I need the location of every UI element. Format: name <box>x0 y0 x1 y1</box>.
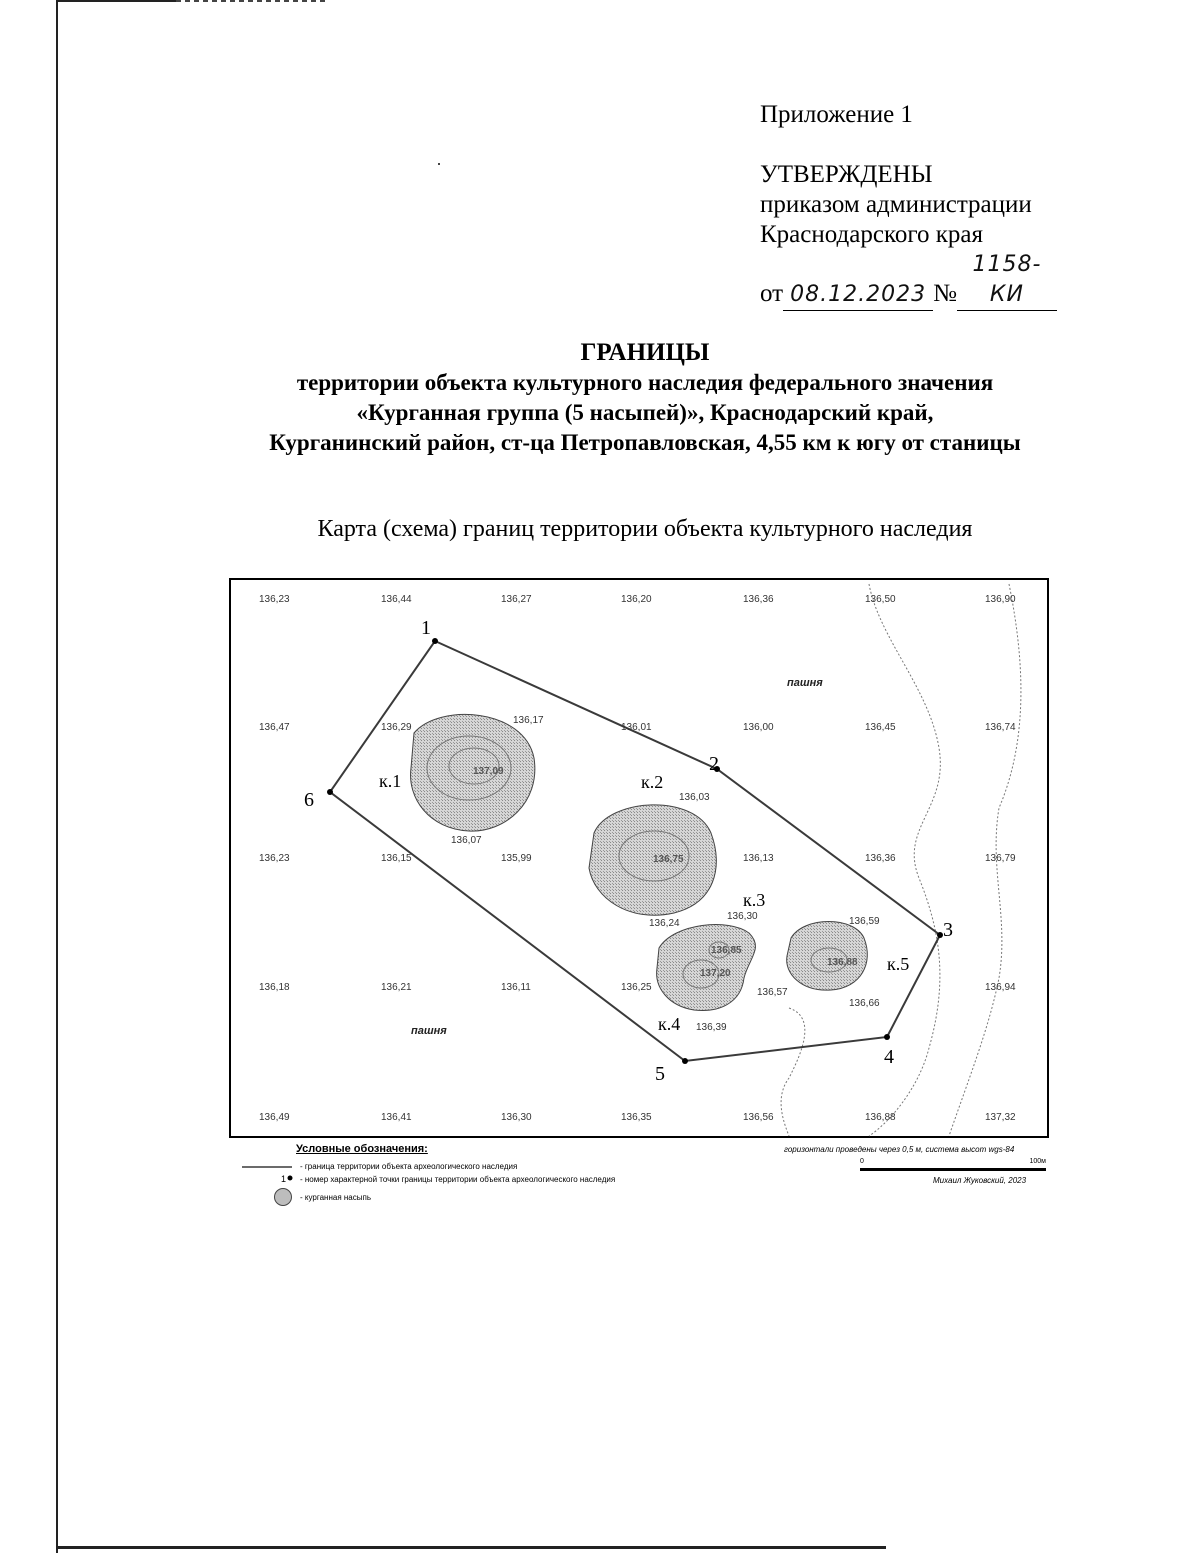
elev: 136,88 <box>865 1112 896 1123</box>
elev: 135,99 <box>501 853 532 864</box>
elev: 136,94 <box>985 982 1016 993</box>
elev: 136,03 <box>679 792 710 803</box>
vertex-5 <box>682 1058 688 1064</box>
vertex-number: 3 <box>943 919 953 941</box>
elev: 136,18 <box>259 982 290 993</box>
scan-edge-top-dashed <box>176 0 326 2</box>
elev: 136,25 <box>621 982 652 993</box>
legend-row-boundary <box>236 1162 517 1171</box>
elev: 136,44 <box>381 594 412 605</box>
elev: 136,15 <box>381 853 412 864</box>
legend-row-mound <box>236 1187 371 1207</box>
elev: 136,30 <box>501 1112 532 1123</box>
order-line-2: Краснодарского края <box>760 221 983 248</box>
elev: 136,35 <box>621 1112 652 1123</box>
title-line-2: «Курганная группа (5 насыпей)», Краснодарский край, <box>356 400 934 425</box>
map-legend <box>236 1143 1056 1213</box>
field-label: пашня <box>411 1025 447 1037</box>
elev: 136,27 <box>501 594 532 605</box>
elev: 136,20 <box>621 594 652 605</box>
map-author: Михаил Жуковский, 2023 <box>933 1176 1027 1185</box>
appendix-label: Приложение 1 <box>760 101 913 128</box>
elev: 136,59 <box>849 916 880 927</box>
elev: 136,36 <box>743 594 774 605</box>
appendix-block <box>760 100 1057 311</box>
elev: 136,50 <box>865 594 896 605</box>
field-label: пашня <box>787 677 823 689</box>
scale-start: 0 <box>860 1158 864 1165</box>
vertex-6 <box>327 789 333 795</box>
elev: 136,90 <box>985 594 1016 605</box>
elev: 136,23 <box>259 853 290 864</box>
map-subtitle: Карта (схема) границ территории объекта культурного наследия <box>317 516 973 542</box>
elev: 136,17 <box>513 715 544 726</box>
elev: 136,07 <box>451 835 482 846</box>
peak-elev: 136,75 <box>653 854 684 865</box>
vertex-1 <box>432 638 438 644</box>
vertex-number: 2 <box>709 753 719 775</box>
approved-heading: УТВЕРЖДЕНЫ <box>760 161 933 188</box>
elev: 136,49 <box>259 1112 290 1123</box>
mound-label: к.2 <box>641 772 664 792</box>
mound-label: к.5 <box>887 954 910 974</box>
peak-elev: 136,88 <box>827 957 858 968</box>
vertex-number: 6 <box>304 789 314 811</box>
elev: 136,23 <box>259 594 290 605</box>
legend-symbol-mound <box>236 1187 300 1207</box>
elev: 136,56 <box>743 1112 774 1123</box>
title-line-1: территории объекта культурного наследия федерального значения <box>296 370 994 395</box>
date-prefix: от <box>760 280 784 307</box>
vertex-number: 5 <box>655 1063 665 1085</box>
elev: 136,39 <box>696 1022 727 1033</box>
map-svg <box>229 578 1049 1138</box>
handwritten-number: 1158-КИ <box>957 250 1057 311</box>
contour-note: горизонтали проведены через 0,5 м, система высот wgs-84 <box>784 1145 1015 1154</box>
elev: 136,29 <box>381 722 412 733</box>
legend-symbol-line <box>236 1164 300 1170</box>
mound-label: к.4 <box>658 1014 681 1034</box>
handwritten-date: 08.12.2023 <box>783 280 933 311</box>
vertex-number: 4 <box>884 1046 894 1068</box>
mound-5 <box>787 922 868 991</box>
scan-edge-top <box>56 0 176 2</box>
vertex-4 <box>884 1034 890 1040</box>
elev: 136,74 <box>985 722 1016 733</box>
order-line-1: приказом администрации <box>760 191 1032 218</box>
document-title <box>0 338 1200 458</box>
legend-text: - номер характерной точки границы территории объекта археологического наследия <box>300 1174 616 1184</box>
boundary-map <box>229 578 1049 1138</box>
number-prefix: № <box>933 280 957 307</box>
legend-row-point <box>236 1174 615 1184</box>
peak-elev: 136,85 <box>711 945 742 956</box>
scan-speck <box>438 163 440 165</box>
peak-elev: 137,20 <box>700 968 731 979</box>
elev: 136,36 <box>865 853 896 864</box>
elev: 136,24 <box>649 918 680 929</box>
elev: 136,30 <box>727 911 758 922</box>
elev: 136,79 <box>985 853 1016 864</box>
elev: 136,57 <box>757 987 788 998</box>
legend-symbol-point: 1 <box>236 1174 300 1184</box>
scale-end: 100м <box>1029 1158 1046 1165</box>
scale-bar-line <box>860 1168 1046 1171</box>
vertex-number: 1 <box>421 617 431 639</box>
peak-elev: 137,09 <box>473 766 504 777</box>
elev: 136,13 <box>743 853 774 864</box>
elev: 136,47 <box>259 722 290 733</box>
scan-edge-bottom <box>56 1546 886 1549</box>
title-main: ГРАНИЦЫ <box>580 339 710 366</box>
title-line-3: Курганинский район, ст-ца Петропавловская, 4,55 км к югу от станицы <box>269 430 1021 455</box>
elev: 136,01 <box>621 722 652 733</box>
elev: 136,00 <box>743 722 774 733</box>
mound-label: к.3 <box>743 890 766 910</box>
elev: 137,32 <box>985 1112 1016 1123</box>
elev: 136,66 <box>849 998 880 1009</box>
elev: 136,45 <box>865 722 896 733</box>
mound-label: к.1 <box>379 771 402 791</box>
legend-title: Условные обозначения: <box>296 1143 428 1155</box>
legend-text: - граница территории объекта археологического наследия <box>300 1162 518 1171</box>
elev: 136,41 <box>381 1112 412 1123</box>
legend-text: - курганная насыпь <box>300 1192 371 1202</box>
elev: 136,11 <box>501 982 531 993</box>
elev: 136,21 <box>381 982 412 993</box>
scan-edge-left <box>56 0 58 1553</box>
order-date-line <box>760 250 1057 311</box>
